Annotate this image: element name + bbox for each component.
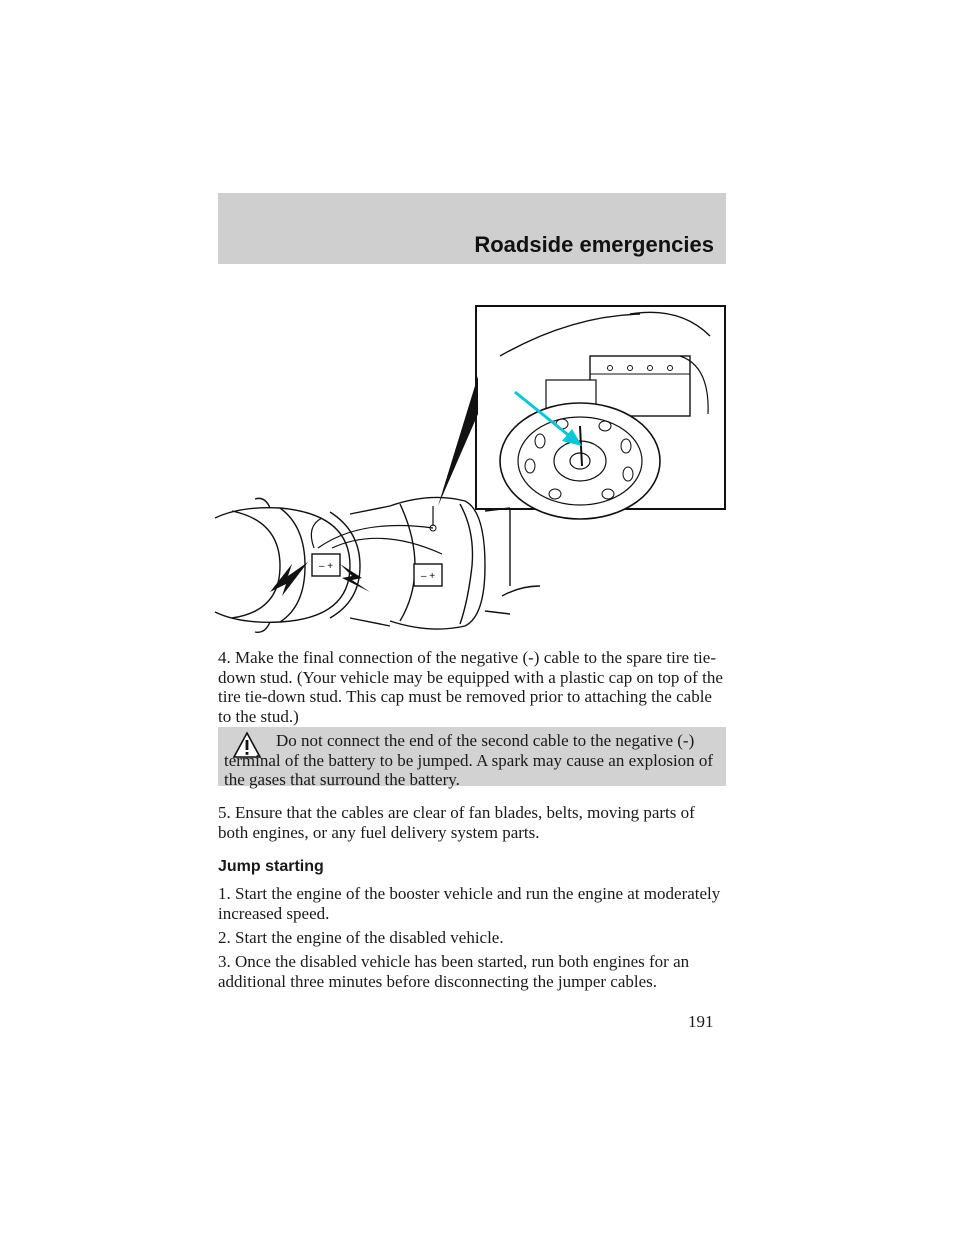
jump-start-step-1: 1. Start the engine of the booster vehicle and run the engine at moderately increased speed. xyxy=(218,884,721,923)
page-number: 191 xyxy=(688,1012,714,1031)
disabled-battery xyxy=(414,564,442,586)
trunk-inset xyxy=(476,306,725,519)
step-4-paragraph: 4. Make the final connection of the negative (-) cable to the spare tire tie-down stud. (Your vehicle may be equipped with a plastic cap on top of the tire tie-down stud. This cap must be removed prior to attaching the cable to the stud.) xyxy=(218,648,723,726)
header-band xyxy=(218,193,726,264)
booster-battery xyxy=(312,554,340,576)
warning-text: Do not connect the end of the second cable to the negative (-) terminal of the battery to be jumped. A spark may cause an explosion of the gases that surround the battery. xyxy=(224,731,714,789)
disabled-vehicle xyxy=(390,497,540,629)
jump-start-step-2: 2. Start the engine of the disabled vehicle. xyxy=(218,928,504,947)
jump-starting-heading: Jump starting xyxy=(218,858,324,875)
section-title: Roadside emergencies xyxy=(474,232,714,257)
jump-start-illustration xyxy=(210,296,730,636)
step-5-paragraph: 5. Ensure that the cables are clear of fan blades, belts, moving parts of both engines, or any fuel delivery system parts. xyxy=(218,803,695,842)
warning-box xyxy=(218,727,726,789)
booster-battery-label: – + xyxy=(318,561,334,572)
inset-pointer xyxy=(438,376,478,506)
spare-tire xyxy=(500,403,660,519)
booster-vehicle xyxy=(215,498,390,632)
disabled-battery-label: – + xyxy=(420,571,436,582)
spark-icon-right xyxy=(340,564,370,592)
jump-start-step-3: 3. Once the disabled vehicle has been started, run both engines for an additional three minutes before disconnecting the jumper cables. xyxy=(218,952,690,991)
